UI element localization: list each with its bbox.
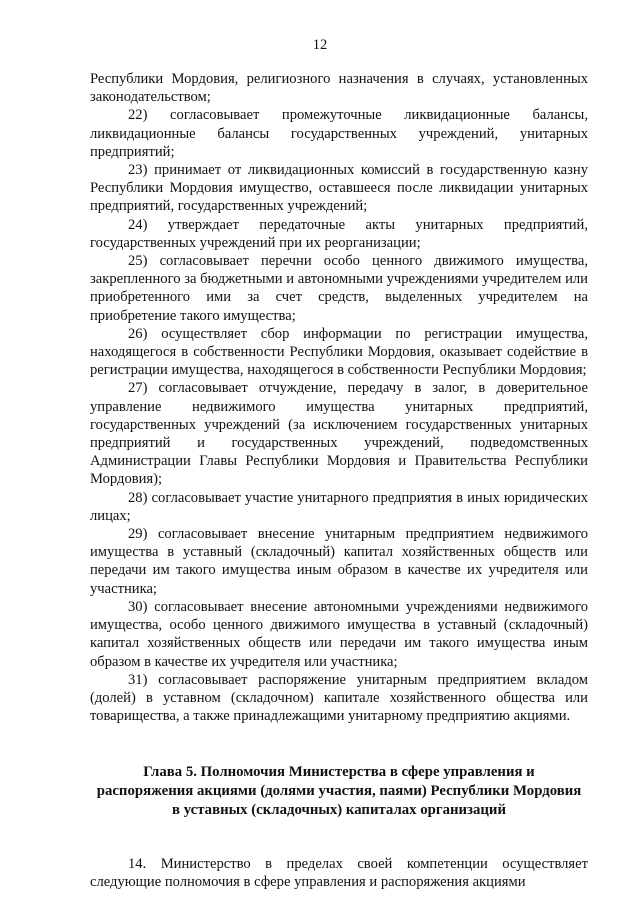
chapter-heading-line-1: Глава 5. Полномочия Министерства в сфере управления и [143,764,535,781]
list-item-30: 30) согласовывает внесение автономными учреждениями недвижимого имущества, особо ценного движимого имущества в уставный (складочный) капитал хозяйственных обществ или передачи им такого имущества иным образом в качестве их учредителя или участника; [90,598,588,670]
list-item-26: 26) осуществляет сбор информации по регистрации имущества, находящегося в собственности Республики Мордовия, оказывает содействие в регистрации имущества, находящегося в собственности Республики Мордовия; [90,325,588,379]
paragraph-continuation: Республики Мордовия, религиозного назначения в случаях, установленных законодательством; [90,71,588,106]
list-item-27: 27) согласовывает отчуждение, передачу в залог, в доверительное управление недвижимого имущества унитарных предприятий, государственных учреждений (за исключением государственных унитарных предприятий и государственных учреждений, подведомственных Администрации Главы Республики Мордовия и Правительства Республики Мордовия); [90,380,588,488]
list-item-31: 31) согласовывает распоряжение унитарным предприятием вкладом (долей) в уставном (складочном) капитале хозяйственного общества или товарищества, а также принадлежащими унитарному предприятию акциями. [90,671,588,725]
list-item-29: 29) согласовывает внесение унитарным предприятием недвижимого имущества в уставный (складочный) капитал хозяйственных обществ или передачи им такого имущества иным образом в качестве их учредителя или участника; [90,526,588,597]
list-item-24: 24) утверждает передаточные акты унитарных предприятий, государственных учреждений при их реорганизации; [90,216,588,251]
chapter-heading-line-2: распоряжения акциями (долями участия, паями) Республики Мордовия [96,782,582,799]
list-item-23: 23) принимает от ликвидационных комиссий в государственную казну Республики Мордовия имущество, оставшееся после ликвидации унитарных предприятий, государственных учреждений; [90,162,588,215]
list-item-28: 28) согласовывает участие унитарного предприятия в иных юридических лицах; [90,489,588,524]
chapter-heading-line-3: в уставных (складочных) капиталах организаций [172,801,506,818]
page-number: 12 [312,37,328,53]
list-item-22: 22) согласовывает промежуточные ликвидационные балансы, ликвидационные балансы государственных учреждений, унитарных предприятий; [90,107,588,160]
section-14-paragraph: 14. Министерство в пределах своей компетенции осуществляет следующие полномочия в сфере управления и распоряжения акциями [90,856,588,891]
document-body [90,70,588,892]
list-item-25: 25) согласовывает перечни особо ценного движимого имущества, закрепленного за бюджетными и автономными учреждениями учредителем или приобретенного ими за счет средств, выделенных учредителем на приобретение такого имущества; [90,253,588,324]
chapter-heading [90,763,588,819]
